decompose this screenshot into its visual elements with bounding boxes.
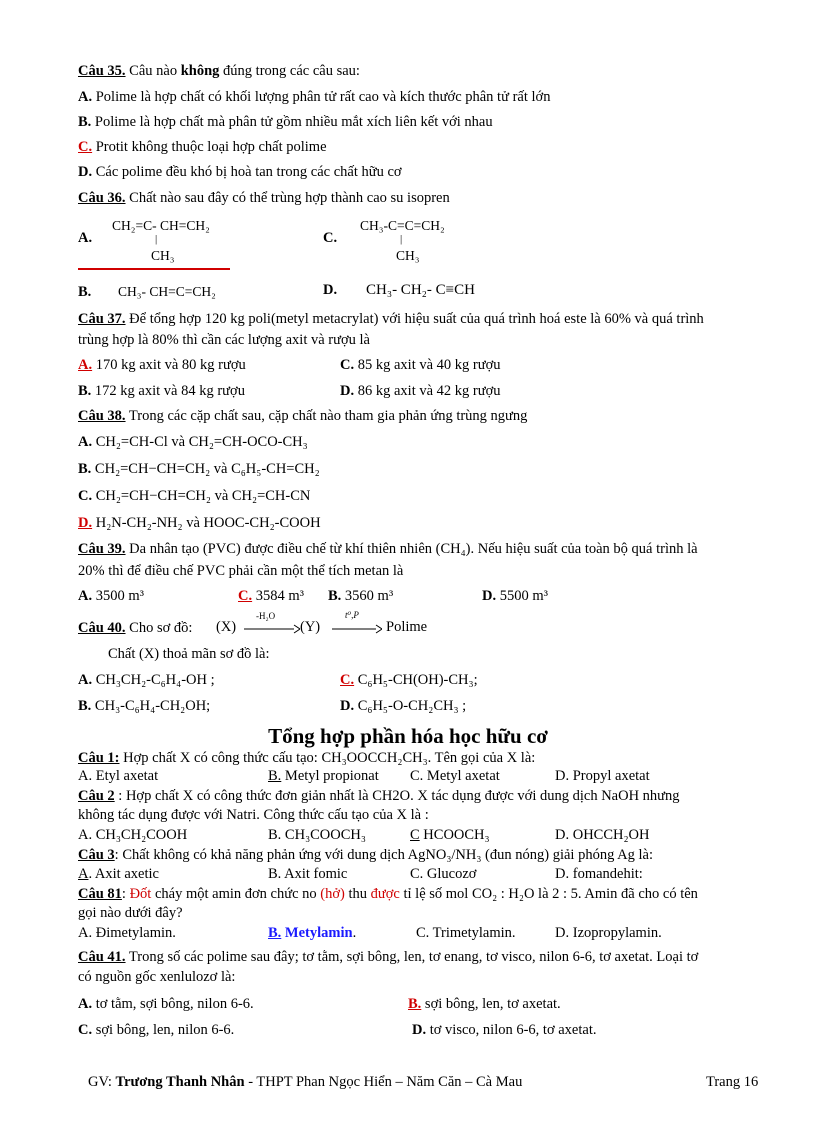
q2-option-d: D. OHCCH₂OH: [555, 827, 650, 843]
q1-option-c: C. Metyl axetat: [410, 768, 500, 784]
q36-a-letter: A.: [78, 230, 93, 246]
q41-option-d: D. tơ visco, nilon 6-6, tơ axetat.: [412, 1022, 597, 1038]
q35-option-d: D. Các polime đều khó bị hoà tan trong các chất hữu cơ: [78, 164, 402, 180]
q36-c-branch: CH₃: [396, 248, 420, 263]
q36-d-letter: D.: [323, 282, 338, 298]
footer-author: GV: Trương Thanh Nhân - THPT Phan Ngọc Hiển – Năm Căn – Cà Mau: [88, 1074, 523, 1090]
q35-option-b: B. Polime là hợp chất mà phân tử gồm nhiều mắt xích liên kết với nhau: [78, 114, 493, 130]
q2-stem-line2: không tác dụng được với Natri. Công thức cấu tạo của X là :: [78, 807, 429, 823]
q36-a-bond: |: [155, 233, 158, 245]
q38-option-d: D. H₂N-CH₂-NH₂ và HOOC-CH₂-COOH: [78, 515, 321, 531]
section-title: Tổng hợp phần hóa học hữu cơ: [268, 724, 548, 748]
q39-option-a: A. 3500 m³: [78, 588, 144, 604]
arrow1-label: -H₂O: [256, 611, 276, 621]
q41-option-b: B. sợi bông, len, tơ axetat.: [408, 996, 561, 1012]
q3-option-b: B. Axit fomic: [268, 866, 348, 882]
q37-option-d: D. 86 kg axit và 42 kg rượu: [340, 383, 501, 399]
q2-option-b: B. CH₃COOCH₃: [268, 827, 366, 843]
q81-option-d: D. Izopropylamin.: [555, 925, 662, 941]
q38-stem: Câu 38. Trong các cặp chất sau, cặp chất nào tham gia phản ứng trùng ngưng: [78, 408, 528, 424]
scheme-product: Polime: [386, 619, 428, 635]
q38-option-c: C. CH₂=CH−CH=CH₂ và CH₂=CH-CN: [78, 488, 311, 504]
q39-option-b: B. 3560 m³: [328, 588, 394, 604]
q36-c-letter: C.: [323, 230, 338, 246]
q38-option-a: A. CH₂=CH-Cl và CH₂=CH-OCO-CH₃: [78, 434, 308, 450]
q41-option-c: C. sợi bông, len, nilon 6-6.: [78, 1022, 235, 1038]
reaction-arrow-icon: [244, 624, 300, 634]
page-number: Trang 16: [706, 1074, 759, 1090]
q36-b-formula: CH₃- CH=C=CH₂: [118, 284, 216, 299]
q39-option-d: D. 5500 m³: [482, 588, 548, 604]
q36-a-branch: CH₃: [151, 248, 175, 263]
q1-option-a: A. Etyl axetat: [78, 768, 159, 784]
q40-option-a: A. CH₃CH₂-C₆H₄-OH ;: [78, 672, 215, 688]
q2-option-a: A. CH₃CH₂COOH: [78, 827, 188, 843]
q81-stem-line1: Câu 81: Đốt cháy một amin đơn chức no (hở) thu được tỉ lệ số mol CO₂ : H₂O là 2 : 5. Amin đã cho có tên: [78, 886, 698, 902]
q41-stem-line2: có nguồn gốc xenlulozơ là:: [78, 969, 236, 985]
q3-option-c: C. Glucozơ: [410, 866, 477, 882]
q81-option-a: A. Đimetylamin.: [78, 925, 176, 941]
q41-option-a: A. tơ tằm, sợi bông, nilon 6-6.: [78, 996, 254, 1012]
q37-stem-line2: trùng hợp là 80% thì cần các lượng axit và rượu là: [78, 332, 370, 348]
q41-stem-line1: Câu 41. Trong số các polime sau đây; tơ tằm, sợi bông, len, tơ enang, tơ visco, nilon 6-6, tơ axetat. Loại tơ: [78, 949, 699, 965]
q1-stem: Câu 1: Hợp chất X có công thức cấu tạo: CH₃OOCCH₂CH₃. Tên gọi của X là:: [78, 750, 536, 766]
q81-stem-line2: gọi nào dưới đây?: [78, 905, 183, 921]
q1-option-d: D. Propyl axetat: [555, 768, 650, 784]
scheme-y: (Y): [300, 619, 321, 635]
q35-option-a: A. Polime là hợp chất có khối lượng phân tử rất cao và kích thước phân tử rất lớn: [78, 89, 551, 105]
q39-option-c: C. 3584 m³: [238, 588, 304, 604]
q36-stem: Câu 36. Chất nào sau đây có thể trùng hợp thành cao su isopren: [78, 190, 450, 206]
q40-option-b: B. CH₃-C₆H₄-CH₂OH;: [78, 698, 211, 714]
arrow2-label: t⁰,P: [345, 610, 359, 620]
q40-option-d: D. C₆H₅-O-CH₂CH₃ ;: [340, 698, 467, 714]
q3-option-d: D. fomandehit:: [555, 866, 643, 882]
q35-option-c: C. Protit không thuộc loại hợp chất polime: [78, 139, 327, 155]
scheme-x: (X): [216, 619, 237, 635]
q3-stem: Câu 3: Chất không có khả năng phản ứng với dung dịch AgNO₃/NH₃ (đun nóng) giải phóng Ag là:: [78, 847, 653, 863]
q40-stem: Câu 40. Cho sơ đồ:: [78, 620, 193, 636]
q40-subtext: Chất (X) thoả mãn sơ đồ là:: [108, 646, 270, 662]
q39-stem-line1: Câu 39. Da nhân tạo (PVC) được điều chế từ khí thiên nhiên (CH₄). Nếu hiệu suất của toàn bộ quá trình là: [78, 541, 698, 557]
q37-option-b: B. 172 kg axit và 84 kg rượu: [78, 383, 245, 399]
answer-underline: [78, 268, 230, 270]
q39-stem-line2: 20% thì để điều chế PVC phải cần một thể tích metan là: [78, 563, 404, 579]
q37-option-a: A. 170 kg axit và 80 kg rượu: [78, 357, 246, 373]
q36-c-bond: |: [400, 233, 403, 245]
q36-d-formula: CH₃- CH₂- C≡CH: [366, 282, 475, 298]
q38-option-b: B. CH₂=CH−CH=CH₂ và C₆H₅-CH=CH₂: [78, 461, 320, 477]
q1-option-b: B. Metyl propionat: [268, 768, 379, 784]
q3-option-a: A. Axit axetic: [78, 866, 159, 882]
q2-stem-line1: Câu 2 : Hợp chất X có công thức đơn giản nhất là CH2O. X tác dụng được với dung dịch NaOH nhưng: [78, 788, 680, 804]
q35-stem: Câu 35. Câu nào không đúng trong các câu sau:: [78, 63, 360, 79]
q37-option-c: C. 85 kg axit và 40 kg rượu: [340, 357, 501, 373]
q81-option-c: C. Trimetylamin.: [416, 925, 516, 941]
q81-option-b: B. Metylamin.: [268, 925, 357, 941]
q40-option-c: C. C₆H₅-CH(OH)-CH₃;: [340, 672, 478, 688]
q36-a-formula: CH₂=C- CH=CH₂: [112, 218, 210, 233]
q2-option-c: C HCOOCH₃: [410, 827, 490, 843]
q37-stem-line1: Câu 37. Để tổng hợp 120 kg poli(metyl metacrylat) với hiệu suất của quá trình hoá este là 60% và quá trình: [78, 311, 704, 327]
reaction-arrow-icon: [332, 624, 382, 634]
q36-b-letter: B.: [78, 284, 92, 300]
q36-c-formula: CH₃-C=C=CH₂: [360, 218, 445, 233]
